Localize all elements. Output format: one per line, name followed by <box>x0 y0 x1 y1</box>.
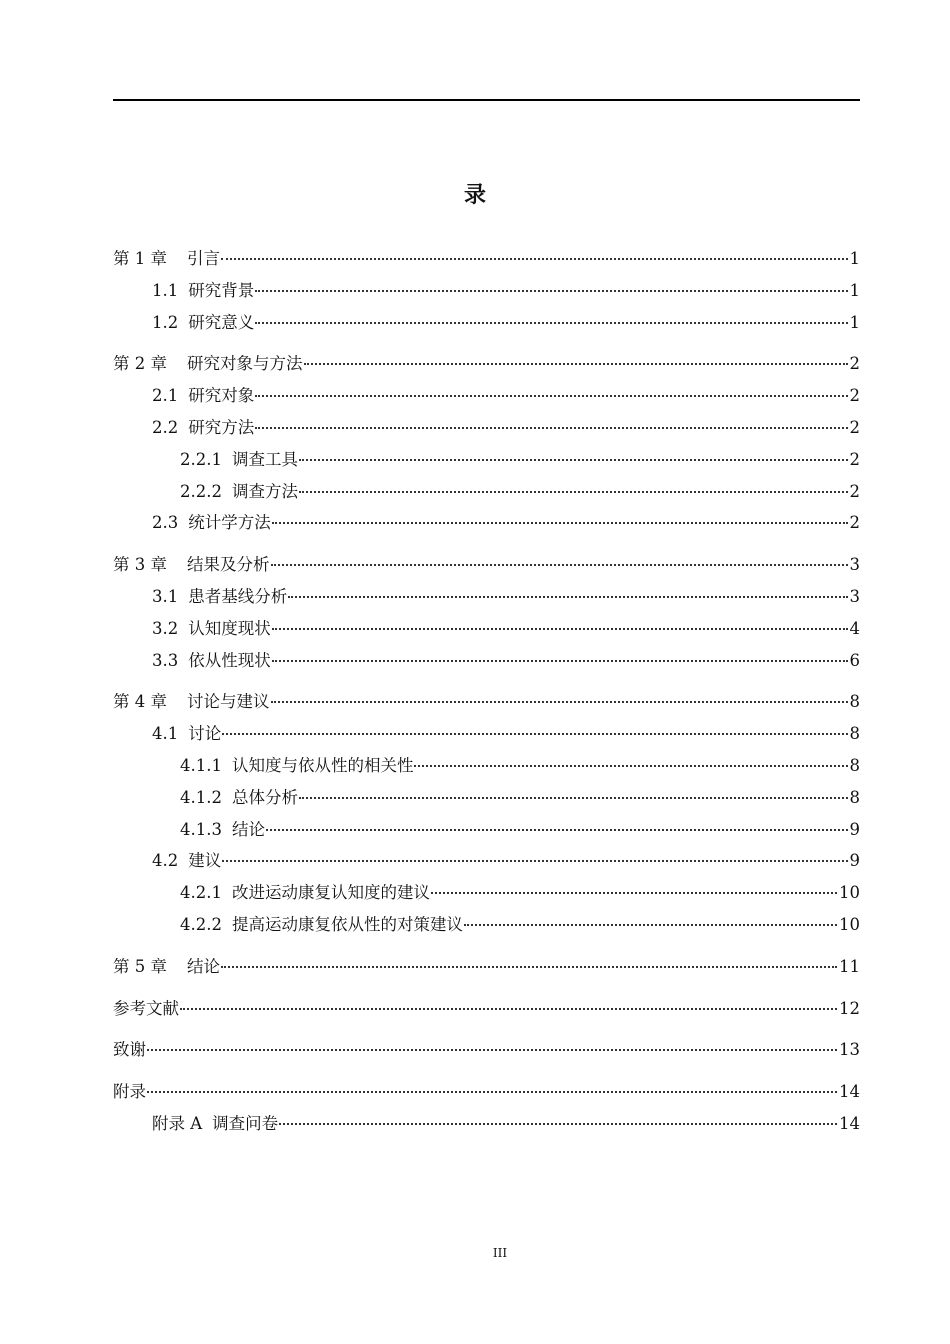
toc-entry-title: 结论 <box>231 819 265 839</box>
toc-entry-title: 调查工具 <box>231 449 298 469</box>
dot-leader <box>272 659 848 662</box>
toc-entry-page: 2 <box>849 449 860 469</box>
toc-entry-title: 讨论 <box>188 724 222 744</box>
dot-leader <box>431 891 837 894</box>
dot-leader <box>272 627 848 630</box>
page-number: III <box>492 1246 508 1260</box>
toc-entry[interactable] <box>113 1108 860 1140</box>
toc-entry-page: 12 <box>839 998 860 1018</box>
toc-entry-page: 2 <box>849 481 860 501</box>
toc-entry-number: 4.1.2 <box>180 787 222 807</box>
toc-entry[interactable] <box>113 444 860 476</box>
toc-entry-title: 研究背景 <box>188 280 255 300</box>
toc-entry[interactable] <box>113 1076 860 1108</box>
dot-leader <box>147 1090 837 1093</box>
toc-entry-number: 第 5 章 <box>113 956 167 976</box>
toc-entry-page: 8 <box>849 755 860 775</box>
toc-entry-page: 1 <box>849 280 860 300</box>
toc-entry-number: 3.3 <box>152 650 179 670</box>
toc-entry-title: 改进运动康复认知度的建议 <box>231 883 430 903</box>
dot-leader <box>288 595 847 598</box>
toc-entry-page: 2 <box>849 417 860 437</box>
toc-entry[interactable] <box>113 507 860 539</box>
toc-entry-number: 4.1 <box>152 724 179 744</box>
toc-entry[interactable] <box>113 380 860 412</box>
toc-entry-page: 9 <box>849 851 860 871</box>
toc-entry-number: 2.2.2 <box>180 481 222 501</box>
toc-entry-title: 患者基线分析 <box>188 586 288 606</box>
toc-entry-page: 8 <box>849 787 860 807</box>
toc-entry-page: 3 <box>849 555 860 575</box>
toc-entry-number: 第 4 章 <box>113 692 167 712</box>
toc-entry[interactable] <box>113 909 860 941</box>
toc-entry-number: 附录 A <box>152 1113 203 1133</box>
dot-leader <box>266 828 848 831</box>
dot-leader <box>272 521 848 524</box>
header-rule <box>113 99 860 101</box>
toc-entry-number: 第 2 章 <box>113 354 167 374</box>
toc-entry[interactable] <box>113 845 860 877</box>
toc-entry-title: 研究方法 <box>188 417 255 437</box>
dot-leader <box>279 1122 837 1125</box>
dot-leader <box>414 764 847 767</box>
toc-entry[interactable] <box>113 645 860 677</box>
toc-entry-title: 认知度现状 <box>188 618 271 638</box>
dot-leader <box>304 362 848 365</box>
toc-entry-page: 13 <box>839 1040 860 1060</box>
toc-entry[interactable] <box>113 243 860 275</box>
toc-entry-title: 结论 <box>187 956 220 976</box>
toc-entry[interactable] <box>113 877 860 909</box>
toc-entry-page: 4 <box>849 618 860 638</box>
dot-leader <box>147 1048 837 1051</box>
toc-entry-title: 附录 <box>113 1082 146 1102</box>
toc-entry-number: 2.2 <box>152 417 179 437</box>
toc-entry-number: 2.3 <box>152 513 179 533</box>
toc-entry[interactable] <box>113 814 860 846</box>
toc-entry[interactable] <box>113 613 860 645</box>
toc-entry-number: 第 3 章 <box>113 555 167 575</box>
table-of-contents <box>113 243 860 1140</box>
dot-leader <box>222 732 847 735</box>
dot-leader <box>271 563 848 566</box>
toc-entry[interactable] <box>113 750 860 782</box>
toc-entry-title: 提高运动康复依从性的对策建议 <box>231 914 463 934</box>
toc-entry-page: 10 <box>839 914 860 934</box>
toc-entry-number: 1.1 <box>152 280 179 300</box>
toc-entry[interactable] <box>113 275 860 307</box>
toc-entry-number: 3.1 <box>152 586 179 606</box>
toc-entry-page: 8 <box>849 724 860 744</box>
dot-leader <box>221 257 848 260</box>
toc-entry-number: 4.2 <box>152 851 179 871</box>
toc-entry-number: 第 1 章 <box>113 249 167 268</box>
toc-entry-page: 1 <box>849 249 860 268</box>
dot-leader <box>271 700 848 703</box>
page-title: 录 <box>463 183 486 208</box>
toc-entry[interactable] <box>113 718 860 750</box>
dot-leader <box>255 426 847 429</box>
toc-entry-title: 研究对象 <box>188 386 255 406</box>
toc-entry-number: 3.2 <box>152 618 179 638</box>
dot-leader <box>255 321 847 324</box>
dot-leader <box>299 458 848 461</box>
toc-entry[interactable] <box>113 993 860 1025</box>
dot-leader <box>180 1007 837 1010</box>
toc-entry-page: 14 <box>839 1082 860 1102</box>
toc-entry-title: 引言 <box>187 249 220 268</box>
toc-entry-page: 2 <box>849 513 860 533</box>
toc-entry[interactable] <box>113 476 860 508</box>
toc-entry-page: 3 <box>849 586 860 606</box>
dot-leader <box>464 923 837 926</box>
toc-entry-title: 参考文献 <box>113 998 179 1018</box>
toc-entry-page: 10 <box>839 883 860 903</box>
toc-entry-number: 2.2.1 <box>180 449 222 469</box>
toc-entry[interactable] <box>113 348 860 380</box>
toc-entry-page: 8 <box>849 692 860 712</box>
toc-entry-title: 总体分析 <box>231 787 298 807</box>
toc-entry[interactable] <box>113 549 860 581</box>
dot-leader <box>221 965 837 968</box>
toc-entry-title: 研究对象与方法 <box>187 354 303 374</box>
toc-entry-title: 结果及分析 <box>187 555 270 575</box>
toc-entry-title: 研究意义 <box>188 312 255 332</box>
toc-entry-number: 4.2.2 <box>180 914 222 934</box>
toc-entry-page: 1 <box>849 312 860 332</box>
toc-entry-title: 讨论与建议 <box>187 692 270 712</box>
toc-entry-page: 2 <box>849 354 860 374</box>
toc-entry[interactable] <box>113 782 860 814</box>
toc-entry-page: 2 <box>849 386 860 406</box>
toc-entry-number: 4.1.1 <box>180 755 222 775</box>
toc-entry[interactable] <box>113 412 860 444</box>
toc-entry-page: 14 <box>839 1113 860 1133</box>
toc-entry[interactable] <box>113 581 860 613</box>
toc-entry-number: 4.2.1 <box>180 883 222 903</box>
toc-entry[interactable] <box>113 951 860 983</box>
dot-leader <box>299 796 848 799</box>
toc-entry-title: 建议 <box>188 851 222 871</box>
dot-leader <box>299 490 848 493</box>
toc-entry-page: 6 <box>849 650 860 670</box>
toc-entry-title: 依从性现状 <box>188 650 271 670</box>
toc-entry-page: 9 <box>849 819 860 839</box>
toc-entry[interactable] <box>113 1034 860 1066</box>
dot-leader <box>255 289 847 292</box>
toc-entry-title: 调查方法 <box>231 481 298 501</box>
dot-leader <box>222 859 847 862</box>
toc-entry-number: 1.2 <box>152 312 179 332</box>
toc-entry-page: 11 <box>839 956 860 976</box>
toc-entry[interactable] <box>113 307 860 339</box>
dot-leader <box>255 394 847 397</box>
toc-entry[interactable] <box>113 686 860 718</box>
toc-entry-title: 调查问卷 <box>212 1113 279 1133</box>
toc-entry-number: 2.1 <box>152 386 179 406</box>
toc-entry-title: 认知度与依从性的相关性 <box>231 755 414 775</box>
toc-entry-title: 统计学方法 <box>188 513 271 533</box>
toc-entry-title: 致谢 <box>113 1040 146 1060</box>
toc-entry-number: 4.1.3 <box>180 819 222 839</box>
